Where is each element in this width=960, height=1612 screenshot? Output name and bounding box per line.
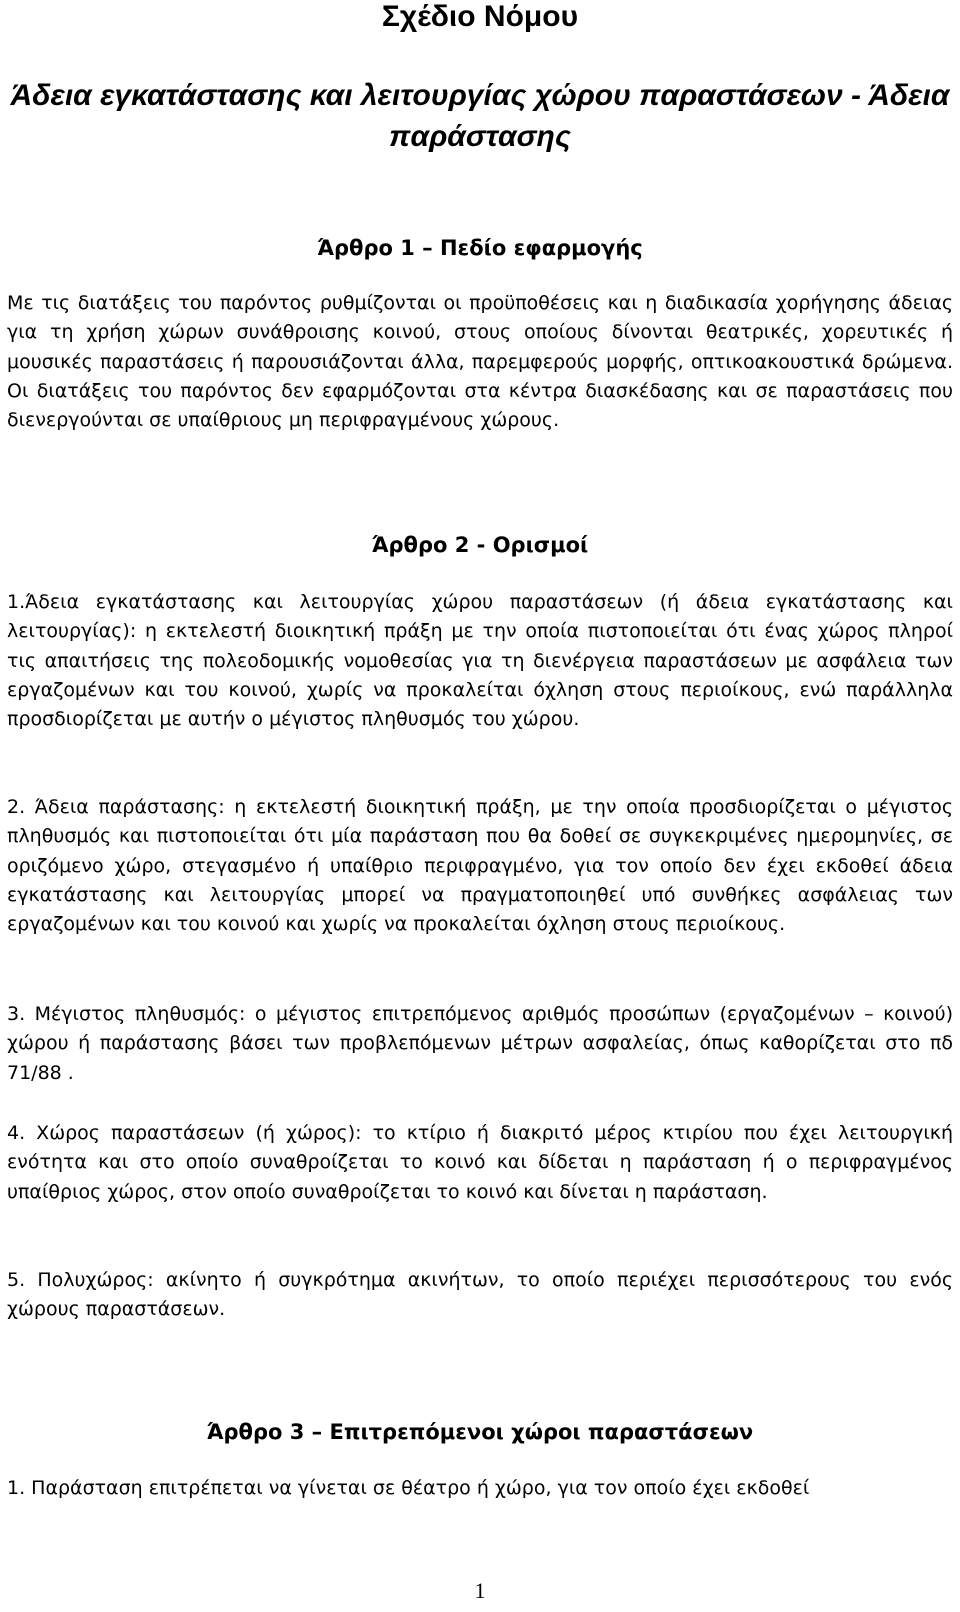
- article-1-heading: Άρθρο 1 – Πεδίο εφαρμογής: [317, 236, 643, 260]
- article-3-heading: Άρθρο 3 – Επιτρεπόμενοι χώροι παραστάσεων: [206, 1420, 754, 1444]
- article-1-text: Με τις διατάξεις του παρόντος ρυθμίζονται οι προϋποθέσεις και η διαδικασία χορήγησης άδειας για τη χρήση χώρων συνάθροισης κοινού, στους οποίους δίνονται θεατρικές, χορευτικές ή μουσικές παραστάσεις ή παρουσιάζονται άλλα, παρεμφερούς μορφής, οπτικοακουστικά δρώμενα. Οι διατάξεις του παρόντος δεν εφαρμόζονται στα κέντρα διασκέδασης και σε παραστάσεις που διενεργούνται σε υπαίθριους μη περιφραγμένους χώρους.: [7, 292, 953, 432]
- article-2-heading: Άρθρο 2 - Ορισμοί: [371, 533, 589, 557]
- article-2-item-4: 4. Χώρος παραστάσεων (ή χώρος): το κτίριο ή διακριτό μέρος κτιρίου που έχει λειτουργική ενότητα και στο οποίο συναθροίζεται το κοινό και δίδεται η παράσταση ή ο περιφραγμένος υπαίθριος χώρος, στον οποίο συναθροίζεται το κοινό και δίνεται η παράσταση.: [7, 1122, 953, 1203]
- article-2-item-2: 2. Άδεια παράστασης: η εκτελεστή διοικητική πράξη, με την οποία προσδιορίζεται ο μέγιστος πληθυσμός και πιστοποιείται ότι μία παράσταση που θα δοθεί σε συγκεκριμένες ημερομηνίες, σε οριζόμενο χώρο, στεγασμένο ή υπαίθριο περιφραγμένο, για τον οποίο δεν έχει εκδοθεί άδεια εγκατάστασης και λειτουργίας μπορεί να πραγματοποιηθεί υπό συνθήκες ασφάλειας των εργαζομένων και του κοινού και χωρίς να προκαλείται όχληση στους περιοίκους.: [7, 796, 953, 936]
- page-number: 1: [474, 1578, 486, 1603]
- document-title: Σχέδιο Νόμου: [381, 0, 579, 33]
- article-2-item-5: 5. Πολυχώρος: ακίνητο ή συγκρότημα ακινήτων, το οποίο περιέχει περισσότερους του ενός χώρους παραστάσεων.: [7, 1269, 953, 1321]
- article-2-item-1: 1.Άδεια εγκατάστασης και λειτουργίας χώρου παραστάσεων (ή άδεια εγκατάστασης και λειτουργίας): η εκτελεστή διοικητική πράξη με την οποία πιστοποιείται ότι ένας χώρος πληροί τις απαιτήσεις της πολεοδομικής νομοθεσίας για τη διενέργεια παραστάσεων με ασφάλεια των εργαζομένων και του κοινού, χωρίς να προκαλείται όχληση στους περιοίκους, ενώ παράλληλα προσδιορίζεται με αυτήν ο μέγιστος πληθυσμός του χώρου.: [7, 591, 953, 731]
- article-3-item-1: 1. Παράσταση επιτρέπεται να γίνεται σε θέατρο ή χώρο, για τον οποίο έχει εκδοθεί: [7, 1477, 810, 1499]
- document-subtitle: Άδεια εγκατάστασης και λειτουργίας χώρου παραστάσεων - Άδεια παράστασης: [10, 79, 950, 153]
- article-2-item-3: 3. Μέγιστος πληθυσμός: ο μέγιστος επιτρεπόμενος αριθμός προσώπων (εργαζομένων – κοινού) χώρου ή παράστασης βάσει των προβλεπόμενων μέτρων ασφαλείας, όπως καθορίζεται στο πδ 71/88 .: [7, 1003, 953, 1084]
